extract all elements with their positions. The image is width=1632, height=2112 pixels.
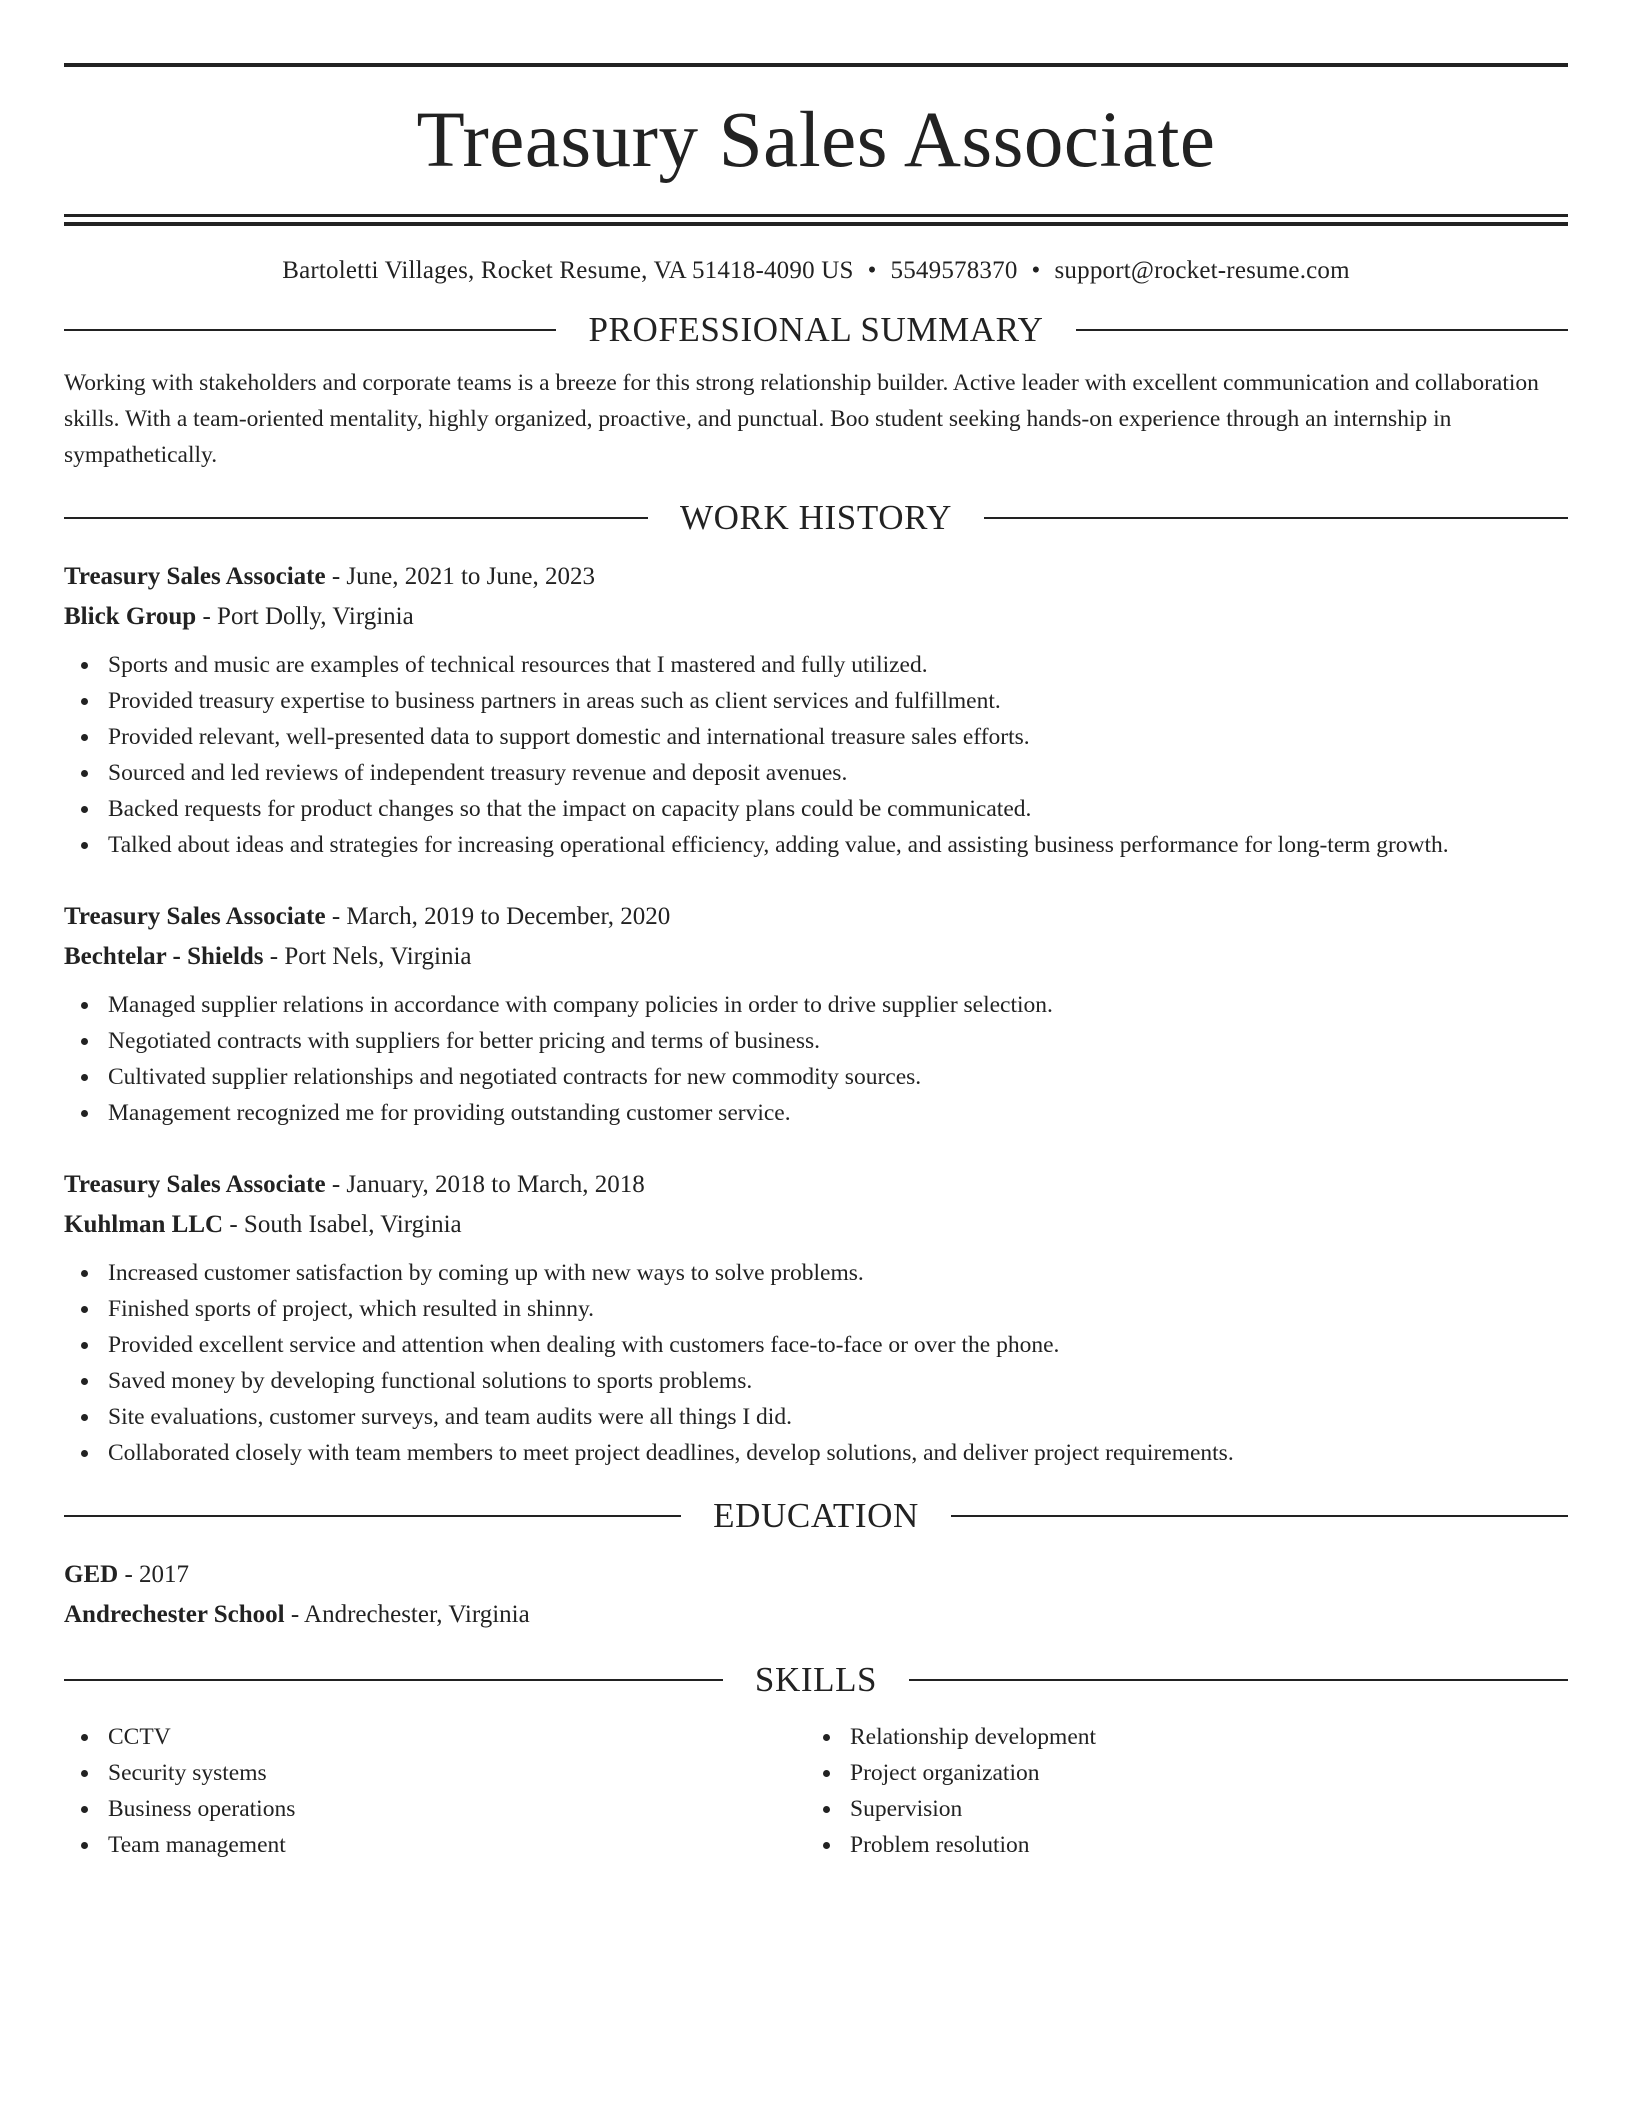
contact-address: Bartoletti Villages, Rocket Resume, VA 51418-4090 US: [282, 257, 854, 284]
list-item: Management recognized me for providing outstanding customer service.: [64, 1095, 1568, 1131]
job-bullets: [64, 647, 1568, 863]
job-title-line: [64, 1165, 1568, 1205]
job-location: - Port Dolly, Virginia: [196, 603, 414, 630]
divider: [64, 329, 556, 331]
job-title: Treasury Sales Associate: [64, 1171, 326, 1198]
school-name: Andrechester School: [64, 1601, 285, 1628]
work-section-heading: [64, 497, 1568, 539]
skills-list: [806, 1719, 1548, 1863]
summary-text: Working with stakeholders and corporate teams is a breeze for this strong relationship builder. Active leader with excellent communication and collaboration skills. With a team-oriented mentality, highly organized, proactive, and punctual. Boo student seeking hands-on experience through an internship in sympathetically.: [64, 370, 1539, 468]
contact-line: [64, 257, 1568, 285]
list-item: Relationship development: [806, 1719, 1548, 1755]
section-title: SKILLS: [754, 1660, 878, 1699]
list-item: Sports and music are examples of technical resources that I mastered and fully utilized.: [64, 647, 1568, 683]
education-entry: [64, 1555, 1568, 1635]
list-item: Managed supplier relations in accordance with company policies in order to drive supplier selection.: [64, 987, 1568, 1023]
job-company-line: [64, 597, 1568, 637]
list-item: Security systems: [64, 1755, 806, 1791]
list-item: Provided excellent service and attention when dealing with customers face-to-face or over the phone.: [64, 1327, 1568, 1363]
divider: [951, 1515, 1568, 1517]
divider: [64, 517, 648, 519]
job-entry: [64, 1165, 1568, 1471]
list-item: CCTV: [64, 1719, 806, 1755]
list-item: Talked about ideas and strategies for increasing operational efficiency, adding value, and assisting business performance for long-term growth.: [64, 827, 1568, 863]
job-location: - Port Nels, Virginia: [263, 943, 472, 970]
job-dates: - January, 2018 to March, 2018: [325, 1171, 645, 1198]
list-item: Business operations: [64, 1791, 806, 1827]
job-company: Kuhlman LLC: [64, 1211, 224, 1238]
section-title: EDUCATION: [713, 1496, 919, 1535]
job-company: Bechtelar - Shields: [64, 943, 264, 970]
skills-section-heading: [64, 1659, 1568, 1701]
list-item: Problem resolution: [806, 1827, 1548, 1863]
job-company-line: [64, 937, 1568, 977]
job-entry: [64, 897, 1568, 1131]
divider: [1076, 329, 1568, 331]
job-dates: - March, 2019 to December, 2020: [325, 903, 671, 930]
section-title: PROFESSIONAL SUMMARY: [588, 310, 1044, 349]
list-item: Provided relevant, well-presented data to support domestic and international treasure sales efforts.: [64, 719, 1568, 755]
skills-grid: [64, 1719, 1568, 1863]
divider: [984, 517, 1568, 519]
job-entry: [64, 557, 1568, 863]
header-double-rule: [64, 214, 1568, 226]
list-item: Cultivated supplier relationships and negotiated contracts for new commodity sources.: [64, 1059, 1568, 1095]
job-title: Treasury Sales Associate: [64, 563, 326, 590]
school-line: [64, 1595, 1568, 1635]
list-item: Finished sports of project, which resulted in shinny.: [64, 1291, 1568, 1327]
job-bullets: [64, 987, 1568, 1131]
contact-email: support@rocket-resume.com: [1054, 257, 1350, 284]
contact-separator: •: [1031, 257, 1041, 284]
job-title: Treasury Sales Associate: [64, 903, 326, 930]
list-item: Backed requests for product changes so that the impact on capacity plans could be communicated.: [64, 791, 1568, 827]
summary-section-heading: [64, 309, 1568, 351]
list-item: Project organization: [806, 1755, 1548, 1791]
divider: [64, 1679, 723, 1681]
list-item: Collaborated closely with team members to meet project deadlines, develop solutions, and deliver project requirements.: [64, 1435, 1568, 1471]
list-item: Negotiated contracts with suppliers for better pricing and terms of business.: [64, 1023, 1568, 1059]
job-dates: - June, 2021 to June, 2023: [325, 563, 595, 590]
degree-year: - 2017: [118, 1561, 190, 1588]
list-item: Site evaluations, customer surveys, and team audits were all things I did.: [64, 1399, 1568, 1435]
skills-column-right: [806, 1719, 1548, 1863]
list-item: Team management: [64, 1827, 806, 1863]
job-title-line: [64, 897, 1568, 937]
contact-phone: 5549578370: [890, 257, 1018, 284]
contact-separator: •: [867, 257, 877, 284]
job-location: - South Isabel, Virginia: [223, 1211, 462, 1238]
divider: [909, 1679, 1568, 1681]
degree-line: [64, 1555, 1568, 1595]
list-item: Increased customer satisfaction by coming up with new ways to solve problems.: [64, 1255, 1568, 1291]
resume-name: Treasury Sales Associate: [416, 97, 1216, 184]
school-location: - Andrechester, Virginia: [284, 1601, 530, 1628]
list-item: Supervision: [806, 1791, 1548, 1827]
job-title-line: [64, 557, 1568, 597]
job-company: Blick Group: [64, 603, 197, 630]
top-rule: [64, 63, 1568, 67]
skills-column-left: [64, 1719, 806, 1863]
section-title: WORK HISTORY: [680, 498, 952, 537]
divider: [64, 1515, 681, 1517]
list-item: Sourced and led reviews of independent treasury revenue and deposit avenues.: [64, 755, 1568, 791]
education-section-heading: [64, 1495, 1568, 1537]
job-bullets: [64, 1255, 1568, 1471]
list-item: Saved money by developing functional solutions to sports problems.: [64, 1363, 1568, 1399]
list-item: Provided treasury expertise to business partners in areas such as client services and fulfillment.: [64, 683, 1568, 719]
skills-list: [64, 1719, 806, 1863]
job-company-line: [64, 1205, 1568, 1245]
degree: GED: [64, 1561, 119, 1588]
